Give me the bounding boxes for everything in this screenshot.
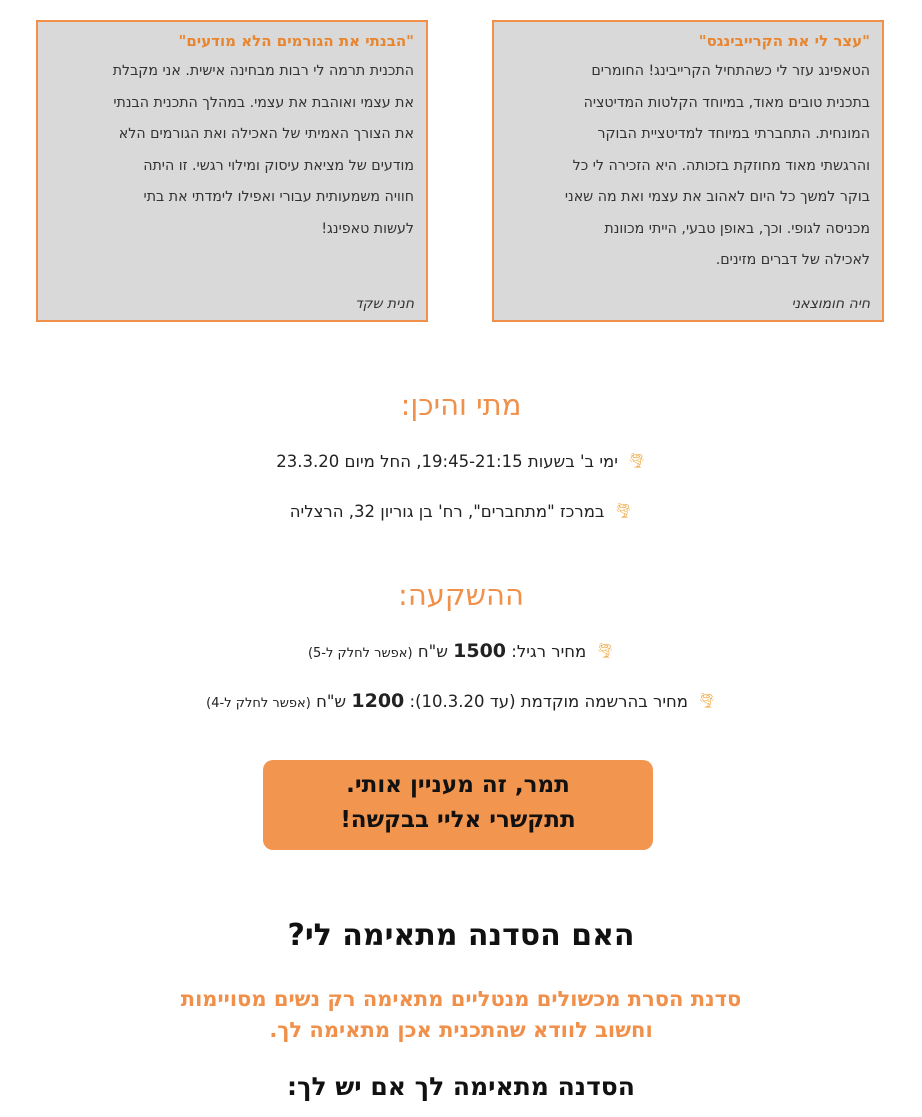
regular-price: 1500 xyxy=(453,640,507,662)
testimonial-text: הטאפינג עזר לי כשהתחיל הקרייבינג! החומרים בתכנית טובים מאוד, במיוחד הקלטות המדיטציה המונחית. התחברתי במיוחד למדיטציית הבוקר והרגשתי מאוד מחוזקת בזכותה. היא הזכירה לי כל בוקר למשך כל היום לאהוב את עצמי ואת מה שאני מכניסה לגופי. וכך, באופן טבעי, הייתי מכוונת לאכילה של דברים מזינים. xyxy=(564,63,870,268)
regular-price-line: 🌪מחיר רגיל: 1500 ש"ח (אפשר לחלק ל-5) xyxy=(307,640,615,662)
contact-me-button[interactable]: תמר, זה מעניין אותי. תתקשרי אליי בבקשה! xyxy=(263,760,653,850)
early-price-line: 🌪מחיר בהרשמה מוקדמת (עד 10.3.20): 1200 ש"ח (אפשר לחלק ל-4) xyxy=(206,690,716,712)
testimonial-title: "עצר לי את הקרייבינגס" xyxy=(698,32,870,50)
fit-question-title: האם הסדנה מתאימה לי? xyxy=(287,918,635,953)
tornado-icon: 🌪 xyxy=(596,643,615,659)
early-price: 1200 xyxy=(351,690,405,712)
testimonial-author: חנית שקד xyxy=(354,296,414,312)
when-where-title: מתי והיכן: xyxy=(400,388,522,422)
fit-description: סדנת הסרת מכשולים מנטליים מתאימה רק נשים מסויימות וחשוב לוודא שהתכנית אכן מתאימה לך. xyxy=(180,987,742,1042)
testimonial-text: התכנית תרמה לי רבות מבחינה אישית. אני מקבלת את עצמי ואוהבת את עצמי. במהלך התכנית הבנתי את הצורך האמיתי של האכילה ואת הגורמים הלא מודעים של מציאת עיסוק ומילוי רגשי. זו היתה חוויה משמעותית עבורי ואפילו לימדתי את בתי לעשות טאפינג! xyxy=(112,63,414,237)
tornado-icon: 🌪 xyxy=(627,453,646,469)
place-line: 🌪במרכז "מתחברים", רח' בן גוריון 32, הרצליה xyxy=(289,502,633,521)
tornado-icon: 🌪 xyxy=(698,693,716,709)
investment-title: ההשקעה: xyxy=(398,578,524,612)
testimonial-card xyxy=(36,20,428,322)
time-line: 🌪ימי ב' בשעות 19:45-21:15, החל מיום 23.3.20 xyxy=(276,452,646,471)
testimonials-section xyxy=(36,20,884,322)
testimonial-author: חיה חומוצאני xyxy=(791,296,870,312)
testimonial-title: "הבנתי את הגורמים הלא מודעים" xyxy=(178,32,414,50)
testimonial-card xyxy=(492,20,884,322)
tornado-icon: 🌪 xyxy=(614,503,633,519)
suitability-title: הסדנה מתאימה לך אם יש לך: xyxy=(287,1072,635,1101)
